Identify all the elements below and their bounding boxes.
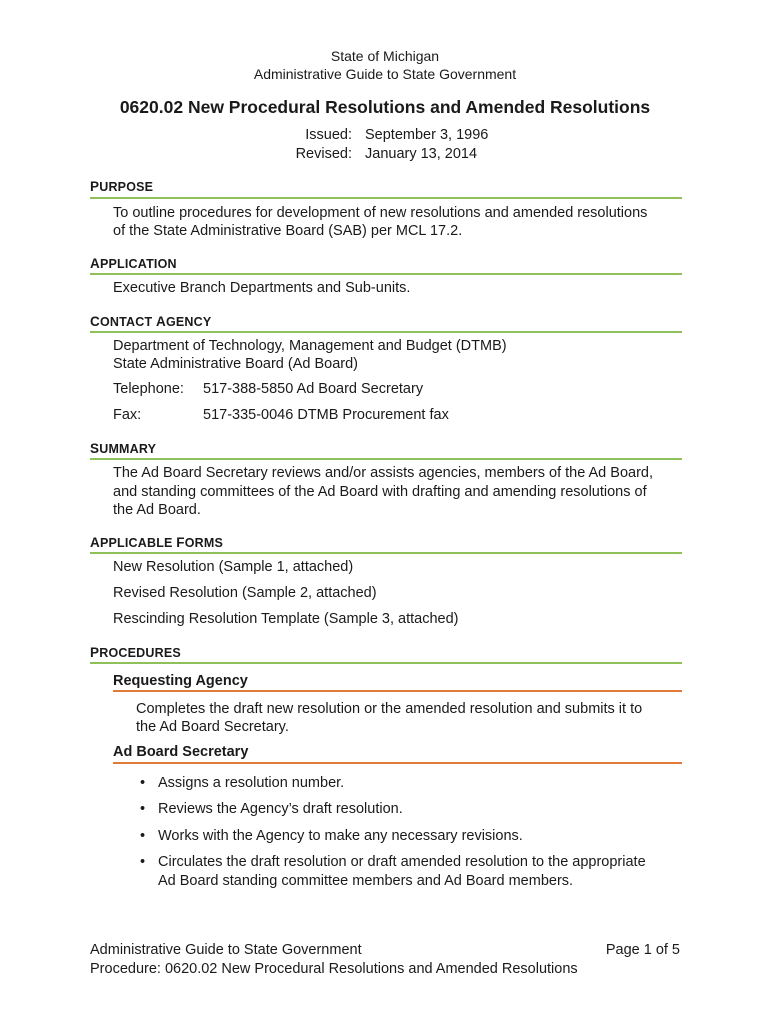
bullet-icon: • bbox=[140, 828, 146, 844]
purpose-heading bbox=[90, 179, 682, 194]
application-heading-rest: PPLICATION bbox=[99, 257, 177, 271]
bullet-icon: • bbox=[140, 854, 146, 870]
list-item-text: Works with the Agency to make any necessary revisions. bbox=[158, 828, 523, 844]
list-item-text-continued: Ad Board standing committee members and Ad Board members. bbox=[158, 873, 574, 889]
requesting-divider bbox=[113, 690, 682, 692]
summary-line2: and standing committees of the Ad Board with drafting and amending resolutions of bbox=[113, 484, 647, 500]
header-guide: Administrative Guide to State Government bbox=[253, 66, 517, 82]
procedures-heading bbox=[90, 645, 682, 660]
contact-heading-rest-1: ONTACT bbox=[99, 315, 156, 329]
contact-heading-rest-2: GENCY bbox=[165, 315, 212, 329]
form-item: Revised Resolution (Sample 2, attached) bbox=[113, 585, 377, 601]
header-state: State of Michigan bbox=[330, 48, 440, 64]
procedures-heading-rest: ROCEDURES bbox=[99, 646, 181, 660]
footer-guide: Administrative Guide to State Government bbox=[90, 942, 362, 958]
purpose-divider bbox=[90, 197, 682, 199]
revised-value: January 13, 2014 bbox=[365, 146, 478, 162]
forms-heading-rest-2: ORMS bbox=[184, 536, 224, 550]
bullet-icon: • bbox=[140, 801, 146, 817]
list-item-text: Circulates the draft resolution or draft amended resolution to the appropriate bbox=[158, 854, 646, 870]
form-item: Rescinding Resolution Template (Sample 3, attached) bbox=[113, 611, 459, 627]
procedures-heading-initial: P bbox=[90, 645, 100, 660]
telephone-value: 517-388-5850 Ad Board Secretary bbox=[203, 381, 424, 397]
summary-heading bbox=[90, 441, 682, 456]
purpose-text-line2: of the State Administrative Board (SAB) per MCL 17.2. bbox=[113, 223, 463, 239]
telephone-label: Telephone: bbox=[113, 381, 184, 397]
forms-heading-initial-2: F bbox=[176, 535, 185, 550]
contact-board: State Administrative Board (Ad Board) bbox=[113, 356, 359, 372]
summary-heading-initial: S bbox=[90, 441, 100, 456]
application-heading-initial: A bbox=[90, 256, 100, 271]
contact-heading bbox=[90, 314, 682, 329]
ad-board-secretary-heading: Ad Board Secretary bbox=[113, 744, 249, 760]
forms-heading-initial-1: A bbox=[90, 535, 100, 550]
secretary-divider bbox=[113, 762, 682, 764]
purpose-heading-rest: URPOSE bbox=[99, 180, 154, 194]
application-divider bbox=[90, 273, 682, 275]
footer-procedure: Procedure: 0620.02 New Procedural Resolutions and Amended Resolutions bbox=[90, 961, 578, 977]
contact-heading-initial-1: C bbox=[90, 314, 100, 329]
purpose-text-line1: To outline procedures for development of new resolutions and amended resolutions bbox=[113, 205, 648, 221]
issued-label: Issued: bbox=[305, 127, 352, 143]
list-item-text: Reviews the Agency’s draft resolution. bbox=[158, 801, 403, 817]
summary-divider bbox=[90, 458, 682, 460]
summary-line1: The Ad Board Secretary reviews and/or assists agencies, members of the Ad Board, bbox=[113, 465, 653, 481]
contact-heading-initial-2: A bbox=[155, 314, 166, 329]
issued-value: September 3, 1996 bbox=[365, 127, 489, 143]
summary-heading-rest: UMMARY bbox=[99, 442, 157, 456]
page-title: 0620.02 New Procedural Resolutions and Amended Resolutions bbox=[119, 97, 651, 117]
contact-divider bbox=[90, 331, 682, 333]
application-text: Executive Branch Departments and Sub-units. bbox=[113, 280, 411, 296]
requesting-agency-heading: Requesting Agency bbox=[113, 673, 248, 689]
fax-label: Fax: bbox=[113, 407, 142, 423]
application-heading bbox=[90, 256, 682, 271]
form-item: New Resolution (Sample 1, attached) bbox=[113, 559, 354, 575]
list-item-text: Assigns a resolution number. bbox=[158, 775, 345, 791]
requesting-line2: the Ad Board Secretary. bbox=[136, 719, 289, 735]
forms-divider bbox=[90, 552, 682, 554]
bullet-icon: • bbox=[140, 775, 146, 791]
procedures-divider bbox=[90, 662, 682, 664]
fax-value: 517-335-0046 DTMB Procurement fax bbox=[203, 407, 449, 423]
revised-label: Revised: bbox=[295, 146, 352, 162]
forms-heading-rest-1: PPLICABLE bbox=[99, 536, 177, 550]
requesting-line1: Completes the draft new resolution or the amended resolution and submits it to bbox=[136, 701, 643, 717]
summary-line3: the Ad Board. bbox=[113, 502, 201, 518]
purpose-heading-initial: P bbox=[90, 179, 100, 194]
footer-page-number: Page 1 of 5 bbox=[605, 942, 680, 958]
forms-heading bbox=[90, 535, 682, 550]
contact-dept: Department of Technology, Management and Budget (DTMB) bbox=[113, 338, 507, 354]
